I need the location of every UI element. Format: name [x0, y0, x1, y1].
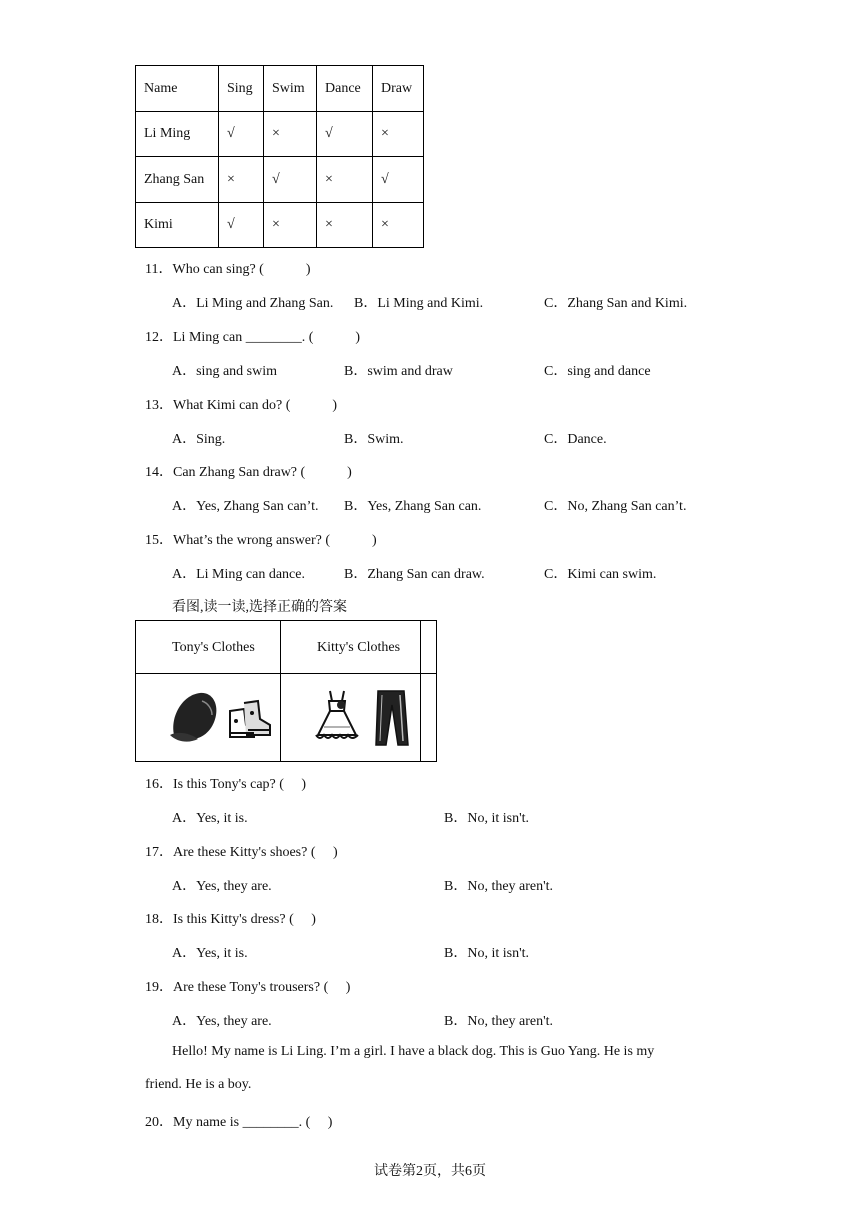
table-cell: ×: [219, 157, 264, 203]
clothes-table: [135, 620, 437, 762]
table-header-cell: Draw: [373, 66, 424, 112]
option-b[interactable]: B．No, they aren't.: [444, 879, 554, 894]
table-cell: Li Ming: [136, 112, 219, 157]
table-header-cell: Tony's Clothes: [172, 640, 255, 655]
option-c[interactable]: C．sing and dance: [544, 364, 651, 379]
option-b[interactable]: B．No, it isn't.: [444, 946, 529, 961]
option-b[interactable]: B．Zhang San can draw.: [344, 567, 485, 582]
question-18: 18．Is this Kitty's dress? ( ): [145, 912, 316, 927]
question-12: 12．Li Ming can ________. ( ): [145, 330, 361, 345]
question-20: 20．My name is ________. ( ): [145, 1115, 333, 1130]
option-b[interactable]: B．Swim.: [344, 432, 404, 447]
question-17: 17．Are these Kitty's shoes? ( ): [145, 845, 338, 860]
option-a[interactable]: A．Yes, it is.: [172, 946, 248, 961]
option-a[interactable]: A．Yes, they are.: [172, 879, 272, 894]
option-a[interactable]: A．sing and swim: [172, 364, 277, 379]
dress-icon: [314, 687, 360, 745]
table-cell: ×: [317, 203, 373, 248]
option-a[interactable]: A．Li Ming and Zhang San.: [172, 296, 334, 311]
question-11: 11．Who can sing? ( ): [145, 262, 311, 277]
cap-icon: [168, 687, 220, 745]
option-b[interactable]: B．No, it isn't.: [444, 811, 529, 826]
page-footer: 试卷第2页，共6页: [374, 1164, 486, 1179]
table-cell: Kimi: [136, 203, 219, 248]
table-cell: √: [219, 203, 264, 248]
table-cell: Zhang San: [136, 157, 219, 203]
table-cell: √: [373, 157, 424, 203]
table-row: [136, 157, 424, 203]
table-cell: √: [317, 112, 373, 157]
table-cell: ×: [264, 112, 317, 157]
option-c[interactable]: C．Dance.: [544, 432, 607, 447]
trousers-icon: [372, 687, 412, 749]
table-cell: √: [264, 157, 317, 203]
question-13: 13．What Kimi can do? ( ): [145, 398, 338, 413]
option-a[interactable]: A．Yes, they are.: [172, 1014, 272, 1029]
table-row: [136, 203, 424, 248]
table-header-cell: Dance: [317, 66, 373, 112]
passage-line: Hello! My name is Li Ling. I’m a girl. I have a black dog. This is Guo Yang. He is my: [172, 1044, 655, 1059]
shoes-icon: [226, 697, 272, 741]
option-c[interactable]: C．No, Zhang San can’t.: [544, 499, 687, 514]
table-header-cell: Sing: [219, 66, 264, 112]
table-cell: ×: [373, 203, 424, 248]
option-b[interactable]: B．Yes, Zhang San can.: [344, 499, 482, 514]
table-cell: ×: [317, 157, 373, 203]
option-a[interactable]: A．Yes, Zhang San can’t.: [172, 499, 319, 514]
table-header-cell: Swim: [264, 66, 317, 112]
table-row: [136, 112, 424, 157]
option-b[interactable]: B．swim and draw: [344, 364, 453, 379]
question-15: 15．What’s the wrong answer? ( ): [145, 533, 377, 548]
table-cell: ×: [373, 112, 424, 157]
question-14: 14．Can Zhang San draw? ( ): [145, 465, 352, 480]
table-header-cell: Name: [136, 66, 219, 112]
table-cell: ×: [264, 203, 317, 248]
table-header-cell: Kitty's Clothes: [317, 640, 401, 655]
table-cell: √: [219, 112, 264, 157]
option-a[interactable]: A．Yes, it is.: [172, 811, 248, 826]
option-a[interactable]: A．Sing.: [172, 432, 226, 447]
passage-line: friend. He is a boy.: [145, 1077, 252, 1092]
option-b[interactable]: B．No, they aren't.: [444, 1014, 554, 1029]
option-a[interactable]: A．Li Ming can dance.: [172, 567, 305, 582]
question-19: 19．Are these Tony's trousers? ( ): [145, 980, 351, 995]
option-c[interactable]: C．Zhang San and Kimi.: [544, 296, 688, 311]
skills-table: [135, 65, 424, 248]
question-16: 16．Is this Tony's cap? ( ): [145, 777, 307, 792]
option-c[interactable]: C．Kimi can swim.: [544, 567, 657, 582]
option-b[interactable]: B．Li Ming and Kimi.: [354, 296, 484, 311]
section-instruction: 看图,读一读,选择正确的答案: [172, 600, 347, 615]
